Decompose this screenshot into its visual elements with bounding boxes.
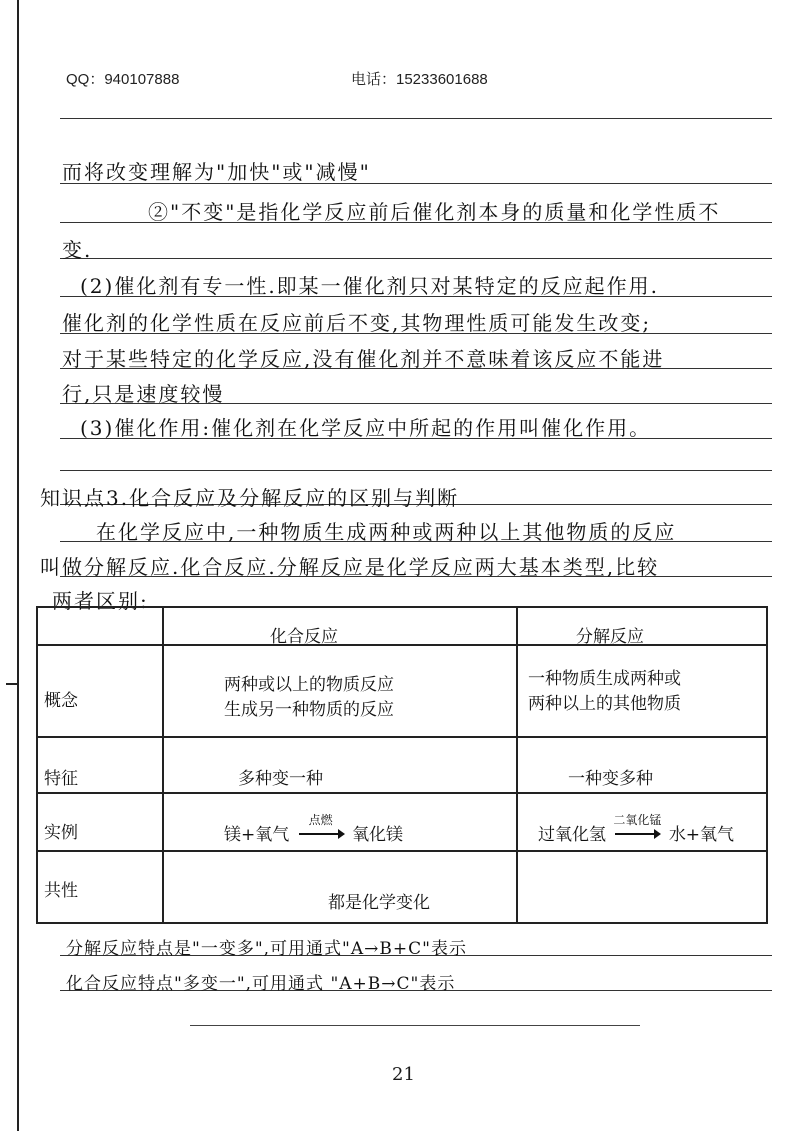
reaction-condition: 点燃 <box>308 813 333 827</box>
concept-combination-line: 两种或以上的物质反应 <box>224 675 394 695</box>
margin-line <box>17 0 19 1131</box>
margin-tick <box>6 683 18 685</box>
concept-decomposition <box>528 664 681 714</box>
intro-line: 在化学反应中,一种物质生成两种或两种以上其他物质的反应 <box>96 520 677 544</box>
example-combination-reactants: 镁+氧气 <box>224 825 290 845</box>
header-combination: 化合反应 <box>270 627 338 647</box>
body-line: 催化剂的化学性质在反应前后不变,其物理性质可能发生改变; <box>62 311 652 335</box>
phone-contact: 电话：15233601688 <box>351 71 488 88</box>
row-label-concept: 概念 <box>44 691 78 711</box>
bottom-rule <box>190 1025 640 1026</box>
body-line: 对于某些特定的化学反应,没有催化剂并不意味着该反应不能进 <box>62 347 665 371</box>
page-number: 21 <box>392 1064 415 1085</box>
example-combination-product: 氧化镁 <box>352 825 404 845</box>
body-line: (3)催化作用:催化剂在化学反应中所起的作用叫催化作用。 <box>80 416 652 440</box>
example-decomposition-products: 水+氧气 <box>668 825 735 845</box>
table-divider <box>38 850 766 852</box>
ruled-line <box>60 258 772 259</box>
concept-decomposition-line: 一种物质生成两种或 <box>528 669 681 689</box>
arrow-icon <box>299 833 343 835</box>
body-line: 变. <box>62 238 93 262</box>
table-divider <box>516 608 518 922</box>
reaction-arrow <box>295 813 347 845</box>
footer-line: 化合反应特点"多变一",可用通式 "A+B→C"表示 <box>66 974 456 994</box>
example-decomposition-reactant: 过氧化氢 <box>538 825 606 845</box>
example-decomposition <box>538 813 735 845</box>
feature-decomposition: 一种变多种 <box>568 769 653 789</box>
reaction-arrow <box>611 813 663 845</box>
intro-line: 两者区别: <box>52 589 149 613</box>
concept-combination-line: 生成另一种物质的反应 <box>224 700 394 720</box>
body-line: (2)催化剂有专一性.即某一催化剂只对某特定的反应起作用. <box>80 274 660 298</box>
row-label-common: 共性 <box>44 881 78 901</box>
ruled-line <box>60 118 772 119</box>
body-line: 行,只是速度较慢 <box>62 382 225 406</box>
row-label-feature: 特征 <box>44 769 78 789</box>
concept-decomposition-line: 两种以上的其他物质 <box>528 694 681 714</box>
example-combination <box>224 813 404 845</box>
footer-line: 分解反应特点是"一变多",可用通式"A→B+C"表示 <box>66 939 467 959</box>
header-decomposition: 分解反应 <box>576 627 644 647</box>
qq-contact: QQ：940107888 <box>66 71 180 88</box>
reaction-condition: 二氧化锰 <box>613 813 662 827</box>
comparison-table <box>36 606 768 924</box>
body-line: 而将改变理解为"加快"或"减慢" <box>62 160 371 184</box>
row-label-example: 实例 <box>44 823 78 843</box>
body-line: ②"不变"是指化学反应前后催化剂本身的质量和化学性质不 <box>148 200 721 224</box>
ruled-line <box>60 470 772 471</box>
table-divider <box>38 644 766 646</box>
table-divider <box>38 736 766 738</box>
feature-combination: 多种变一种 <box>238 769 323 789</box>
section-title: 知识点3.化合反应及分解反应的区别与判断 <box>40 486 460 510</box>
table-divider <box>162 608 164 922</box>
arrow-icon <box>615 833 659 835</box>
intro-line: 叫做分解反应.化合反应.分解反应是化学反应两大基本类型,比较 <box>40 555 660 579</box>
concept-combination <box>224 670 394 720</box>
table-divider <box>38 792 766 794</box>
common-property: 都是化学变化 <box>328 893 430 913</box>
